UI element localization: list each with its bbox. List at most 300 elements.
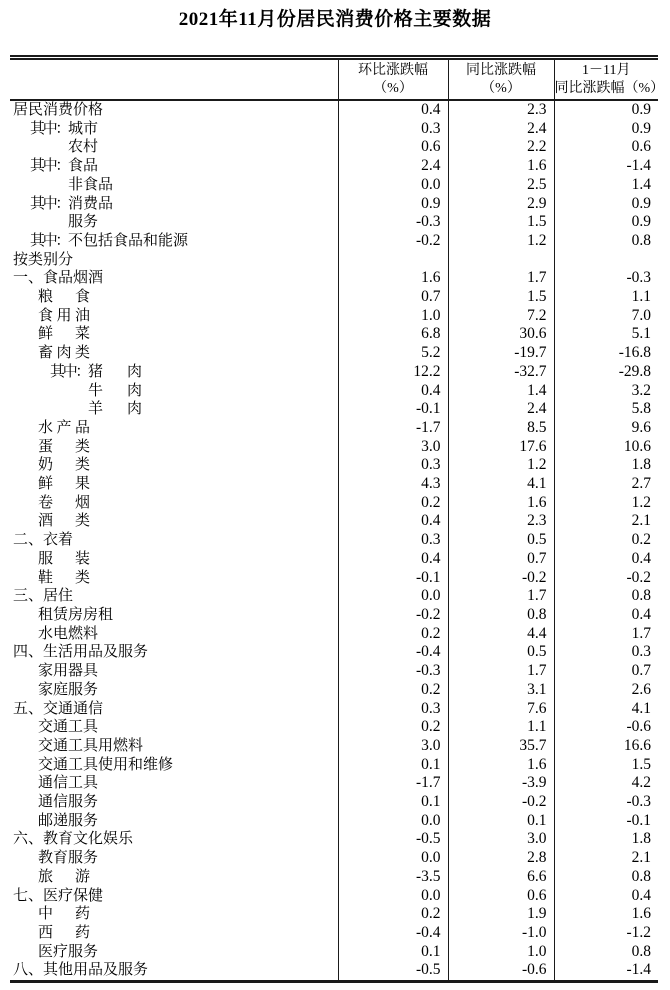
header-cell-ytd (554, 58, 665, 101)
row-label-name: 通信工具 (38, 775, 99, 792)
ytd-cell: 5.1 (554, 325, 658, 344)
mom-cell: 0.0 (338, 812, 448, 831)
row-label-name: 水产品 (38, 419, 90, 436)
ytd-cell: 1.8 (554, 456, 658, 475)
ytd-cell: 10.6 (554, 438, 658, 457)
yoy-cell: -32.7 (448, 363, 554, 382)
ytd-cell: 0.4 (554, 606, 658, 625)
yoy-cell: -1.0 (448, 924, 554, 943)
yoy-cell: 4.1 (448, 475, 554, 494)
ytd-cell: 0.9 (554, 213, 658, 232)
ytd-cell: 1.7 (554, 625, 658, 644)
row-label-name: 猪肉 (88, 363, 142, 380)
ytd-cell: 2.1 (554, 512, 658, 531)
table-row (10, 606, 658, 625)
row-label-name: 消费品 (68, 195, 114, 212)
ytd-cell: 0.7 (554, 662, 658, 681)
row-label (10, 195, 338, 214)
row-label-name: 七、医疗保健 (13, 887, 104, 904)
ytd-cell: 1.8 (554, 830, 658, 849)
row-label-name: 不包括食品和能源 (68, 232, 189, 249)
row-label-name: 食用油 (38, 307, 90, 324)
row-label (10, 550, 338, 569)
mom-cell: -0.1 (338, 569, 448, 588)
row-label-name: 水电燃料 (38, 625, 99, 642)
yoy-cell: 1.6 (448, 756, 554, 775)
ytd-cell: 0.2 (554, 531, 658, 550)
row-label (10, 400, 338, 419)
yoy-cell: 1.2 (448, 456, 554, 475)
row-label (10, 943, 338, 962)
mom-cell: 0.4 (338, 100, 448, 120)
yoy-cell: 2.2 (448, 138, 554, 157)
table-row (10, 774, 658, 793)
yoy-cell: 35.7 (448, 737, 554, 756)
table-row (10, 849, 658, 868)
row-label-prefix: 其中： (30, 232, 69, 249)
mom-cell: 0.0 (338, 887, 448, 906)
mom-cell: 0.1 (338, 793, 448, 812)
row-label (10, 905, 338, 924)
row-label-name: 鲜菜 (38, 326, 90, 343)
table-row (10, 251, 658, 270)
yoy-cell: 7.6 (448, 700, 554, 719)
table-row (10, 625, 658, 644)
table-row (10, 868, 658, 887)
mom-cell: 12.2 (338, 363, 448, 382)
yoy-cell: 1.7 (448, 662, 554, 681)
row-label (10, 793, 338, 812)
table-row (10, 756, 658, 775)
row-label-name: 三、居住 (13, 588, 74, 605)
mom-cell: 0.3 (338, 700, 448, 719)
table-row (10, 737, 658, 756)
ytd-cell: 2.7 (554, 475, 658, 494)
row-label (10, 774, 338, 793)
row-label-name: 奶类 (38, 457, 90, 474)
ytd-cell: 0.6 (554, 138, 658, 157)
table-row (10, 120, 658, 139)
ytd-cell: 0.9 (554, 195, 658, 214)
table-row (10, 100, 658, 120)
table-row (10, 325, 658, 344)
table-row (10, 718, 658, 737)
mom-cell: 0.2 (338, 681, 448, 700)
yoy-cell: 1.6 (448, 157, 554, 176)
row-label (10, 438, 338, 457)
ytd-cell: -0.1 (554, 812, 658, 831)
header-cell-category (10, 58, 338, 101)
table-row (10, 681, 658, 700)
row-label-name: 旅游 (38, 868, 90, 885)
yoy-cell: 3.1 (448, 681, 554, 700)
yoy-cell: 2.5 (448, 176, 554, 195)
row-label (10, 251, 338, 270)
yoy-cell: -3.9 (448, 774, 554, 793)
row-label (10, 176, 338, 195)
mom-cell: -0.3 (338, 662, 448, 681)
header-line-1: 同比涨跌幅 (466, 62, 536, 78)
mom-cell: 0.0 (338, 849, 448, 868)
yoy-cell: 2.3 (448, 512, 554, 531)
row-label-name: 西药 (38, 924, 90, 941)
row-label-name: 八、其他用品及服务 (13, 962, 149, 979)
row-label (10, 737, 338, 756)
row-label (10, 625, 338, 644)
mom-cell: -0.4 (338, 643, 448, 662)
mom-cell: 1.0 (338, 307, 448, 326)
mom-cell: -1.7 (338, 419, 448, 438)
row-label (10, 213, 338, 232)
header-cell-mom (338, 58, 448, 101)
yoy-cell: 2.9 (448, 195, 554, 214)
row-label-prefix: 其中： (30, 195, 69, 212)
yoy-cell: 0.7 (448, 550, 554, 569)
row-label (10, 512, 338, 531)
row-label-name: 羊肉 (88, 401, 142, 418)
yoy-cell: 1.5 (448, 288, 554, 307)
table-row (10, 195, 658, 214)
row-label (10, 924, 338, 943)
ytd-cell: 4.1 (554, 700, 658, 719)
header-line-2: （%） (373, 80, 413, 96)
mom-cell: 0.4 (338, 550, 448, 569)
ytd-cell: 0.8 (554, 868, 658, 887)
ytd-cell: 1.4 (554, 176, 658, 195)
row-label-name: 家庭服务 (38, 681, 99, 698)
table-row (10, 531, 658, 550)
row-label-name: 五、交通通信 (13, 700, 104, 717)
row-label (10, 718, 338, 737)
row-label (10, 849, 338, 868)
mom-cell: -0.4 (338, 924, 448, 943)
table-row (10, 307, 658, 326)
row-label (10, 419, 338, 438)
yoy-cell: -0.2 (448, 793, 554, 812)
table-row (10, 438, 658, 457)
ytd-cell: 3.2 (554, 382, 658, 401)
mom-cell: 0.3 (338, 120, 448, 139)
yoy-cell: -19.7 (448, 344, 554, 363)
row-label (10, 643, 338, 662)
row-label-name: 卷烟 (38, 494, 90, 511)
yoy-cell: 2.4 (448, 120, 554, 139)
row-label-prefix: 其中： (30, 158, 69, 175)
table-row (10, 812, 658, 831)
table-row (10, 662, 658, 681)
yoy-cell: 30.6 (448, 325, 554, 344)
mom-cell: 0.2 (338, 905, 448, 924)
row-label (10, 325, 338, 344)
mom-cell: 0.3 (338, 531, 448, 550)
cpi-table (10, 55, 665, 983)
mom-cell: -0.2 (338, 606, 448, 625)
ytd-cell: 0.3 (554, 643, 658, 662)
ytd-cell: -0.3 (554, 793, 658, 812)
ytd-cell: -1.2 (554, 924, 658, 943)
ytd-cell: 0.8 (554, 587, 658, 606)
mom-cell: 0.0 (338, 587, 448, 606)
row-label (10, 681, 338, 700)
row-label-name: 家用器具 (38, 663, 99, 680)
table-row (10, 830, 658, 849)
yoy-cell: 0.5 (448, 643, 554, 662)
row-label (10, 868, 338, 887)
mom-cell: 0.4 (338, 512, 448, 531)
row-label-name: 服装 (38, 550, 90, 567)
mom-cell: 2.4 (338, 157, 448, 176)
row-label-name: 通信服务 (38, 794, 99, 811)
row-label-name: 农村 (68, 139, 99, 156)
ytd-cell: 0.9 (554, 120, 658, 139)
row-label-name: 城市 (68, 120, 99, 137)
row-label (10, 100, 338, 120)
row-label-name: 教育服务 (38, 850, 99, 867)
table-header (10, 58, 665, 101)
yoy-cell: 7.2 (448, 307, 554, 326)
row-label-name: 医疗服务 (38, 943, 99, 960)
yoy-cell: 3.0 (448, 830, 554, 849)
row-label-name: 租赁房房租 (38, 606, 114, 623)
row-label-name: 非食品 (68, 176, 114, 193)
row-label (10, 120, 338, 139)
table-row (10, 138, 658, 157)
yoy-cell: 4.4 (448, 625, 554, 644)
row-label (10, 830, 338, 849)
mom-cell: 0.1 (338, 943, 448, 962)
row-label (10, 569, 338, 588)
ytd-cell: -0.3 (554, 269, 658, 288)
yoy-cell: -0.2 (448, 569, 554, 588)
row-label (10, 662, 338, 681)
row-label (10, 531, 338, 550)
ytd-cell: 1.6 (554, 905, 658, 924)
row-label-name: 交通工具使用和维修 (38, 756, 174, 773)
mom-cell: -1.7 (338, 774, 448, 793)
ytd-cell: 1.5 (554, 756, 658, 775)
table-row (10, 176, 658, 195)
table-row (10, 400, 658, 419)
row-label (10, 961, 338, 981)
table-row (10, 232, 658, 251)
row-label-prefix: 其中： (50, 363, 89, 380)
table-row (10, 569, 658, 588)
table-row (10, 512, 658, 531)
row-label-name: 交通工具 (38, 719, 99, 736)
mom-cell: 0.2 (338, 718, 448, 737)
row-label-name: 中药 (38, 906, 90, 923)
row-label-name: 邮递服务 (38, 812, 99, 829)
table-row (10, 288, 658, 307)
mom-cell: 0.0 (338, 176, 448, 195)
header-cell-yoy (448, 58, 554, 101)
row-label-name: 按类别分 (13, 251, 74, 268)
yoy-cell: 1.0 (448, 943, 554, 962)
ytd-cell: -29.8 (554, 363, 658, 382)
table-row (10, 363, 658, 382)
row-label (10, 344, 338, 363)
ytd-cell: -0.6 (554, 718, 658, 737)
yoy-cell: 1.9 (448, 905, 554, 924)
table-row (10, 475, 658, 494)
row-label-name: 畜肉类 (38, 345, 90, 362)
mom-cell: -0.1 (338, 400, 448, 419)
mom-cell: -0.5 (338, 961, 448, 981)
ytd-cell: 0.9 (554, 100, 658, 120)
table-row (10, 456, 658, 475)
yoy-cell: 1.5 (448, 213, 554, 232)
ytd-cell: 4.2 (554, 774, 658, 793)
mom-cell: 0.4 (338, 382, 448, 401)
row-label-name: 服务 (68, 214, 99, 231)
table-row (10, 550, 658, 569)
table-row (10, 961, 658, 981)
ytd-cell: 2.6 (554, 681, 658, 700)
row-label-prefix: 其中： (30, 120, 69, 137)
row-label (10, 157, 338, 176)
mom-cell: 4.3 (338, 475, 448, 494)
row-label (10, 363, 338, 382)
table-row (10, 494, 658, 513)
row-label (10, 494, 338, 513)
yoy-cell: 1.4 (448, 382, 554, 401)
row-label (10, 587, 338, 606)
ytd-cell: 5.8 (554, 400, 658, 419)
yoy-cell: 2.4 (448, 400, 554, 419)
table-row (10, 943, 658, 962)
row-label (10, 812, 338, 831)
yoy-cell: 0.1 (448, 812, 554, 831)
mom-cell: -0.5 (338, 830, 448, 849)
mom-cell: 0.2 (338, 625, 448, 644)
ytd-cell: 0.8 (554, 232, 658, 251)
yoy-cell: 1.1 (448, 718, 554, 737)
table-row (10, 269, 658, 288)
table-row (10, 924, 658, 943)
row-label-name: 四、生活用品及服务 (13, 644, 149, 661)
table-row (10, 793, 658, 812)
mom-cell: 0.9 (338, 195, 448, 214)
row-label (10, 756, 338, 775)
ytd-cell: 2.1 (554, 849, 658, 868)
ytd-cell: -1.4 (554, 157, 658, 176)
row-label-name: 交通工具用燃料 (38, 737, 144, 754)
row-label (10, 232, 338, 251)
row-label (10, 269, 338, 288)
mom-cell: 5.2 (338, 344, 448, 363)
mom-cell: 6.8 (338, 325, 448, 344)
yoy-cell: 0.6 (448, 887, 554, 906)
ytd-cell: 1.1 (554, 288, 658, 307)
yoy-cell: 1.2 (448, 232, 554, 251)
ytd-cell: 0.8 (554, 943, 658, 962)
header-line-1: 1－11月 (582, 62, 631, 78)
ytd-cell: -16.8 (554, 344, 658, 363)
row-label-name: 鲜果 (38, 476, 90, 493)
row-label-name: 居民消费价格 (13, 102, 104, 118)
ytd-cell: -0.2 (554, 569, 658, 588)
header-line-2: （%） (481, 80, 521, 96)
ytd-cell: 1.2 (554, 494, 658, 513)
row-label-name: 六、教育文化娱乐 (13, 831, 134, 848)
row-label (10, 887, 338, 906)
row-label (10, 288, 338, 307)
mom-cell: 0.2 (338, 494, 448, 513)
row-label-name: 一、食品烟酒 (13, 270, 104, 287)
mom-cell: -0.2 (338, 232, 448, 251)
ytd-cell: 9.6 (554, 419, 658, 438)
ytd-cell: -1.4 (554, 961, 658, 981)
mom-cell: 1.6 (338, 269, 448, 288)
row-label (10, 606, 338, 625)
table-row (10, 643, 658, 662)
row-label-name: 蛋类 (38, 438, 90, 455)
mom-cell: 0.7 (338, 288, 448, 307)
mom-cell: -0.3 (338, 213, 448, 232)
ytd-cell: 7.0 (554, 307, 658, 326)
yoy-cell: 2.8 (448, 849, 554, 868)
mom-cell: 3.0 (338, 438, 448, 457)
row-label (10, 475, 338, 494)
mom-cell: 0.6 (338, 138, 448, 157)
ytd-cell: 0.4 (554, 887, 658, 906)
table-row (10, 419, 658, 438)
yoy-cell: 1.7 (448, 587, 554, 606)
yoy-cell: 1.6 (448, 494, 554, 513)
table-row (10, 344, 658, 363)
yoy-cell: 8.5 (448, 419, 554, 438)
mom-cell: 3.0 (338, 737, 448, 756)
yoy-cell: 17.6 (448, 438, 554, 457)
mom-cell: 0.3 (338, 456, 448, 475)
table-row (10, 587, 658, 606)
table-row (10, 905, 658, 924)
row-label-name: 鞋类 (38, 569, 90, 586)
yoy-cell: 2.3 (448, 100, 554, 120)
yoy-cell: -0.6 (448, 961, 554, 981)
row-label-name: 酒类 (38, 513, 90, 530)
table-row (10, 157, 658, 176)
header-line-2: 同比涨跌幅（%） (554, 80, 665, 96)
table-row (10, 382, 658, 401)
table-row (10, 887, 658, 906)
header-row (10, 58, 658, 101)
row-label-name: 粮食 (38, 289, 90, 306)
yoy-cell: 1.7 (448, 269, 554, 288)
ytd-cell (554, 251, 658, 270)
table-row (10, 700, 658, 719)
row-label-name: 食品 (68, 158, 99, 175)
row-label (10, 700, 338, 719)
yoy-cell: 0.5 (448, 531, 554, 550)
row-label (10, 456, 338, 475)
mom-cell (338, 251, 448, 270)
ytd-cell: 0.4 (554, 550, 658, 569)
row-label (10, 382, 338, 401)
row-label (10, 138, 338, 157)
ytd-cell: 16.6 (554, 737, 658, 756)
mom-cell: -3.5 (338, 868, 448, 887)
row-label-name: 牛肉 (88, 382, 142, 399)
yoy-cell (448, 251, 554, 270)
row-label-name: 二、衣着 (13, 532, 74, 549)
page-title: 2021年11月份居民消费价格主要数据 (178, 9, 492, 30)
mom-cell: 0.1 (338, 756, 448, 775)
yoy-cell: 6.6 (448, 868, 554, 887)
table-row (10, 213, 658, 232)
yoy-cell: 0.8 (448, 606, 554, 625)
row-label (10, 307, 338, 326)
